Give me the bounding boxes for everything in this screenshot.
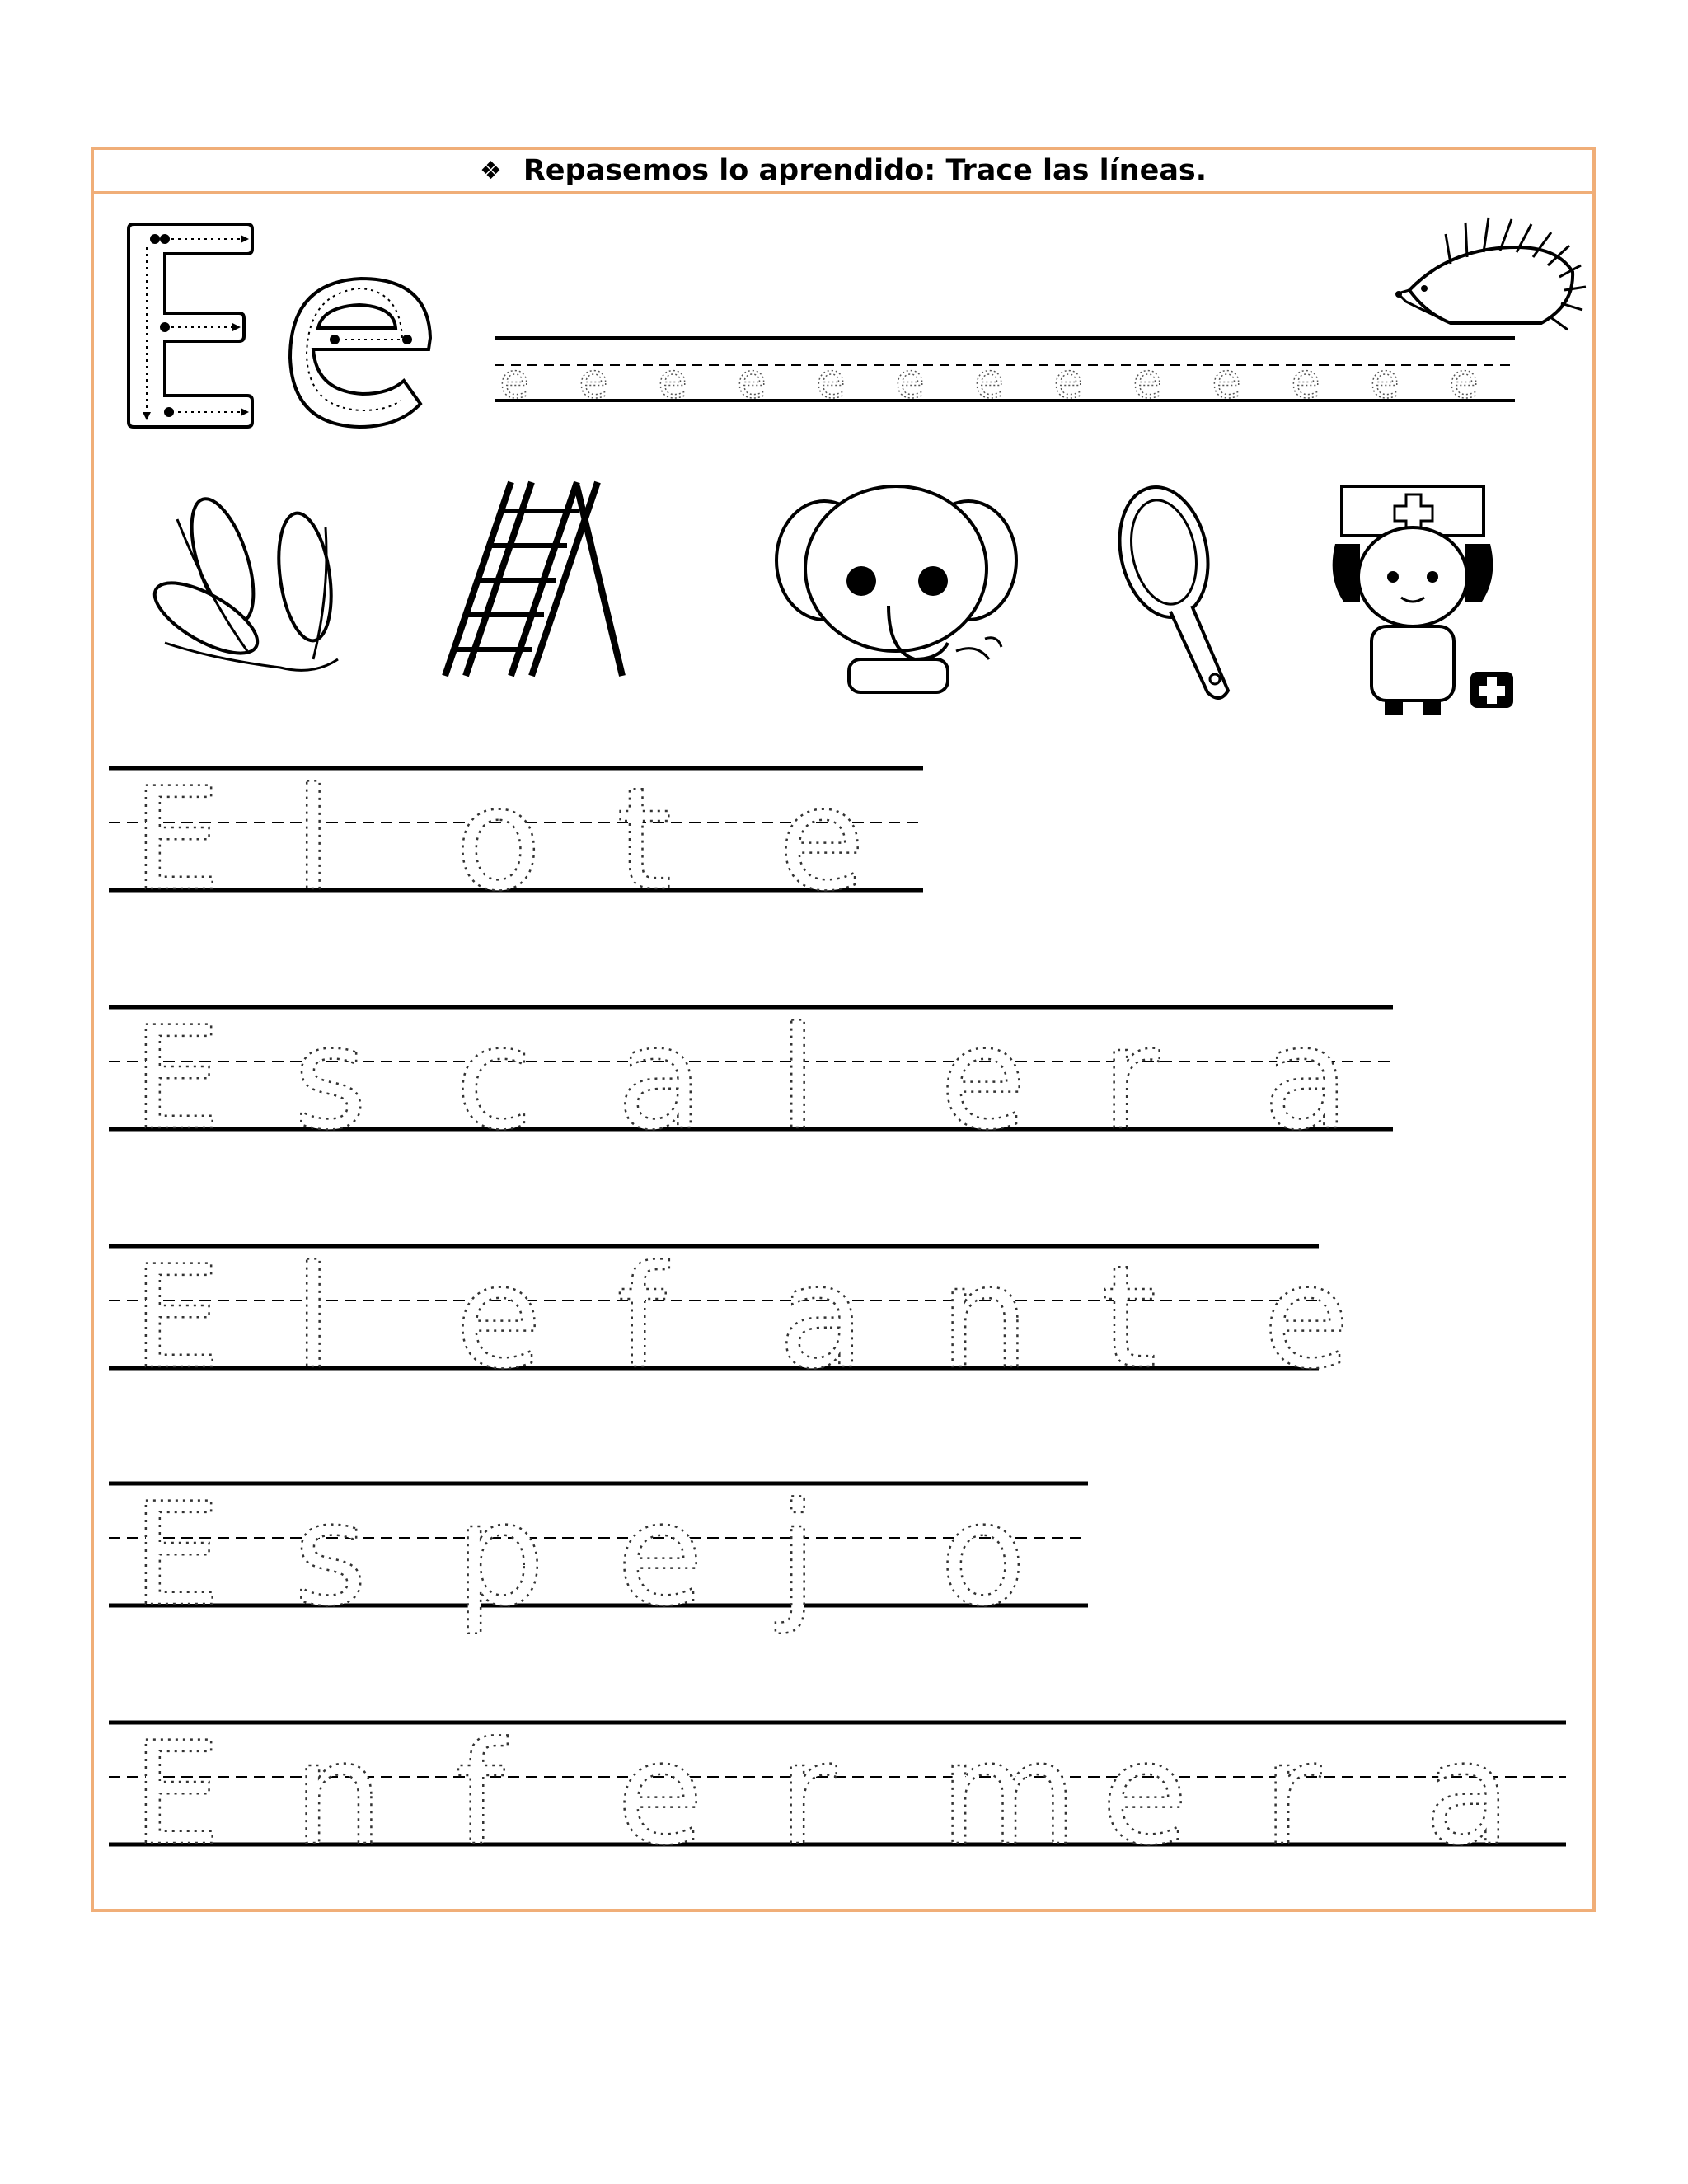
- traceable-letter: o: [455, 757, 542, 922]
- traceable-letter: m: [940, 1711, 1078, 1877]
- traceable-letter: l: [293, 757, 333, 922]
- traceable-letter: e: [1263, 1235, 1350, 1400]
- traceable-letter: e: [617, 1472, 704, 1638]
- traceable-letter: e: [658, 353, 687, 409]
- traceable-letter: r: [778, 1711, 837, 1877]
- traceable-letter: r: [1101, 996, 1160, 1161]
- traceable-letter: o: [940, 1472, 1027, 1638]
- word-row: [109, 1235, 1350, 1400]
- word-practice-rows: [109, 757, 1566, 1877]
- traceable-letter: E: [132, 1472, 222, 1638]
- mirror-icon: [1109, 479, 1228, 698]
- traceable-letter: e: [1370, 353, 1400, 409]
- word-row: [109, 996, 1393, 1161]
- traceable-letter: e: [1101, 1711, 1189, 1877]
- traceable-letter: e: [1449, 353, 1479, 409]
- traceable-letter: e: [895, 353, 925, 409]
- traceable-letter: e: [816, 353, 846, 409]
- traceable-letter: e: [499, 353, 529, 409]
- traceable-letter: t: [1101, 1235, 1157, 1400]
- lowercase-e-model: [290, 279, 430, 427]
- traceable-letter: e: [579, 353, 608, 409]
- uppercase-e-model: [129, 224, 252, 427]
- traceable-letter: n: [940, 1235, 1030, 1400]
- traceable-letter: e: [1212, 353, 1241, 409]
- worksheet-title: Repasemos lo aprendido: Trace las líneas.: [523, 154, 1207, 187]
- traceable-letter: e: [737, 353, 767, 409]
- traceable-letter: t: [617, 757, 673, 922]
- traceable-letter: f: [455, 1711, 505, 1877]
- traceable-letter: l: [778, 996, 818, 1161]
- traceable-letter: l: [293, 1235, 333, 1400]
- traceable-letter: E: [132, 996, 222, 1161]
- traceable-letter: e: [778, 757, 865, 922]
- traceable-letter: j: [778, 1472, 818, 1638]
- hedgehog-icon: [1395, 218, 1586, 330]
- traceable-letter: a: [778, 1235, 865, 1400]
- word-row: [109, 757, 923, 922]
- traceable-letter: a: [617, 996, 704, 1161]
- traceable-letter: p: [455, 1472, 546, 1638]
- corn-icon: [144, 492, 338, 671]
- traceable-letter: e: [940, 996, 1027, 1161]
- traceable-letter: n: [293, 1711, 384, 1877]
- ladder-icon: [445, 482, 622, 676]
- traceable-letter: e: [617, 1711, 704, 1877]
- traceable-letter: a: [1263, 996, 1350, 1161]
- word-row: [109, 1711, 1566, 1877]
- traceable-letter: f: [617, 1235, 667, 1400]
- diamond-bullet-icon: ❖: [479, 156, 502, 185]
- traceable-letter: e: [1053, 353, 1083, 409]
- traceable-letter: E: [132, 1235, 222, 1400]
- traceable-letter: s: [293, 996, 368, 1161]
- traceable-letter: E: [132, 1711, 222, 1877]
- traceable-letter: E: [132, 757, 222, 922]
- traceable-letter: r: [1263, 1711, 1321, 1877]
- traceable-letter: c: [455, 996, 533, 1161]
- traceable-letter: a: [1424, 1711, 1512, 1877]
- traceable-letter: e: [455, 1235, 542, 1400]
- elephant-icon: [776, 486, 1016, 692]
- lowercase-practice-lines: [495, 338, 1515, 401]
- traceable-letter: e: [1132, 353, 1162, 409]
- traceable-letter: e: [974, 353, 1004, 409]
- word-row: [109, 1472, 1088, 1638]
- traceable-letter: s: [293, 1472, 368, 1638]
- nurse-icon: [1333, 486, 1513, 715]
- traceable-letter: e: [1291, 353, 1320, 409]
